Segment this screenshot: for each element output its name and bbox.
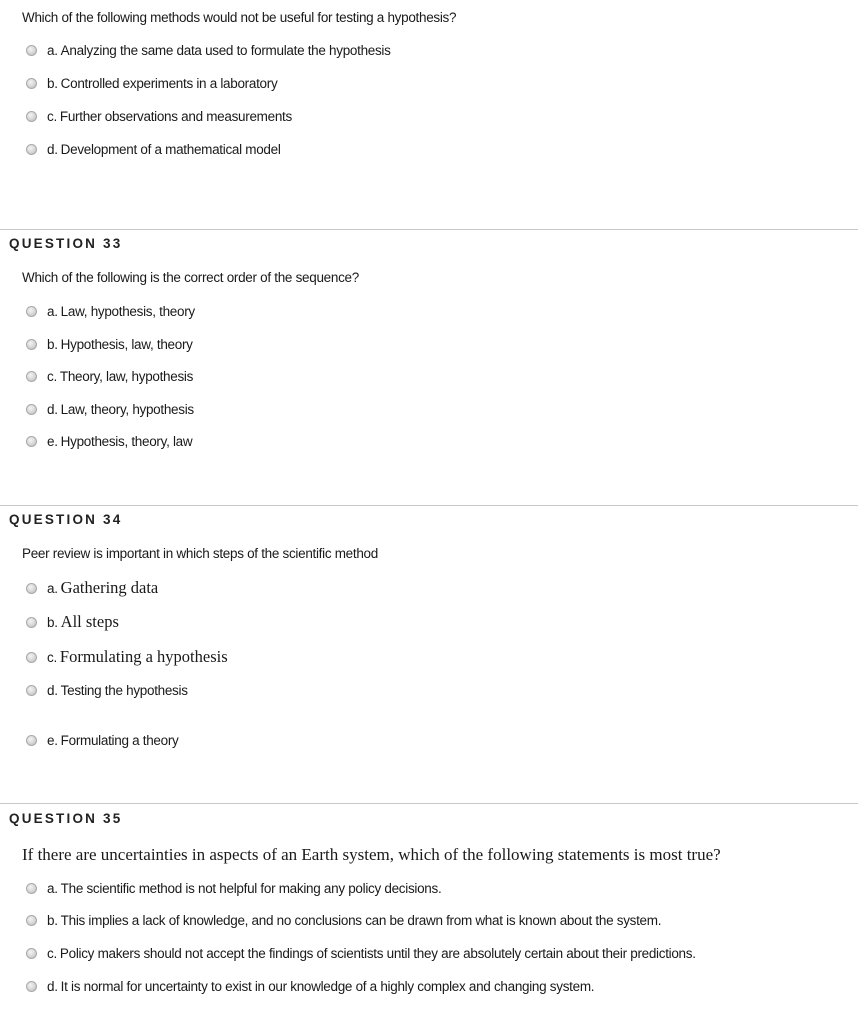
radio-button[interactable] <box>26 617 37 628</box>
option-letter: b. <box>47 75 58 91</box>
option-text: Further observations and measurements <box>59 108 292 124</box>
q35-option-d[interactable] <box>26 976 594 996</box>
divider <box>0 229 858 230</box>
radio-button[interactable] <box>26 685 37 696</box>
radio-button[interactable] <box>26 371 37 382</box>
option-text: Testing the hypothesis <box>60 682 188 698</box>
divider <box>0 505 858 506</box>
option-text: Development of a mathematical model <box>60 141 281 157</box>
radio-button[interactable] <box>26 144 37 155</box>
option-letter: d. <box>47 978 58 994</box>
option-text: Analyzing the same data used to formulate the hypothesis <box>60 42 391 58</box>
q32-option-b[interactable] <box>26 73 277 93</box>
radio-button[interactable] <box>26 78 37 89</box>
option-letter: a. <box>47 42 58 58</box>
q34-option-d[interactable] <box>26 680 188 700</box>
radio-button[interactable] <box>26 436 37 447</box>
radio-button[interactable] <box>26 915 37 926</box>
option-letter: e. <box>47 433 58 449</box>
option-letter: b. <box>47 912 58 928</box>
option-text: The scientific method is not helpful for making any policy decisions. <box>60 880 442 896</box>
radio-button[interactable] <box>26 948 37 959</box>
q32-option-a[interactable] <box>26 40 391 60</box>
radio-button[interactable] <box>26 306 37 317</box>
q34-option-c[interactable] <box>26 647 228 667</box>
option-text: Law, hypothesis, theory <box>60 303 195 319</box>
radio-button[interactable] <box>26 583 37 594</box>
option-text: Controlled experiments in a laboratory <box>60 75 278 91</box>
option-text: Policy makers should not accept the findings of scientists until they are absolutely certain about their predictions. <box>59 945 696 961</box>
option-text: Formulating a theory <box>60 732 179 748</box>
question-32-prompt: Which of the following methods would not be useful for testing a hypothesis? <box>22 10 457 25</box>
radio-button[interactable] <box>26 735 37 746</box>
q33-option-b[interactable] <box>26 334 193 354</box>
option-letter: b. <box>47 614 58 630</box>
option-letter: e. <box>47 732 58 748</box>
q33-option-c[interactable] <box>26 366 193 386</box>
q34-option-a[interactable] <box>26 578 158 598</box>
q35-option-c[interactable] <box>26 943 696 963</box>
radio-button[interactable] <box>26 45 37 56</box>
option-letter: c. <box>47 649 57 665</box>
option-text: Theory, law, hypothesis <box>59 368 194 384</box>
radio-button[interactable] <box>26 339 37 350</box>
option-letter: d. <box>47 401 58 417</box>
question-33-heading: QUESTION 33 <box>9 236 123 251</box>
q35-option-a[interactable] <box>26 878 441 898</box>
option-letter: c. <box>47 368 57 384</box>
option-letter: b. <box>47 336 58 352</box>
option-letter: d. <box>47 682 58 698</box>
q34-option-b[interactable] <box>26 612 119 632</box>
option-text: Formulating a hypothesis <box>59 647 228 666</box>
option-letter: a. <box>47 303 58 319</box>
question-35-prompt: If there are uncertainties in aspects of an Earth system, which of the following statements is most true? <box>22 845 721 864</box>
option-text: It is normal for uncertainty to exist in our knowledge of a highly complex and changing system. <box>60 978 595 994</box>
radio-button[interactable] <box>26 111 37 122</box>
q32-option-d[interactable] <box>26 139 281 159</box>
option-text: Gathering data <box>60 578 159 597</box>
q33-option-d[interactable] <box>26 399 194 419</box>
q32-option-c[interactable] <box>26 106 292 126</box>
radio-button[interactable] <box>26 404 37 415</box>
q33-option-e[interactable] <box>26 431 192 451</box>
option-letter: c. <box>47 945 57 961</box>
question-34-heading: QUESTION 34 <box>9 512 123 527</box>
option-text: Hypothesis, law, theory <box>60 336 193 352</box>
divider <box>0 803 858 804</box>
option-text: Hypothesis, theory, law <box>60 433 193 449</box>
radio-button[interactable] <box>26 883 37 894</box>
radio-button[interactable] <box>26 981 37 992</box>
radio-button[interactable] <box>26 652 37 663</box>
q33-option-a[interactable] <box>26 301 195 321</box>
option-letter: d. <box>47 141 58 157</box>
option-letter: a. <box>47 580 58 596</box>
question-35-heading: QUESTION 35 <box>9 811 123 826</box>
q34-option-e[interactable] <box>26 730 178 750</box>
option-text: Law, theory, hypothesis <box>60 401 194 417</box>
option-letter: a. <box>47 880 58 896</box>
option-letter: c. <box>47 108 57 124</box>
question-34-prompt: Peer review is important in which steps of the scientific method <box>22 546 378 561</box>
q35-option-b[interactable] <box>26 910 661 930</box>
question-33-prompt: Which of the following is the correct order of the sequence? <box>22 270 359 285</box>
option-text: All steps <box>60 612 119 631</box>
option-text: This implies a lack of knowledge, and no conclusions can be drawn from what is known about the system. <box>60 912 662 928</box>
